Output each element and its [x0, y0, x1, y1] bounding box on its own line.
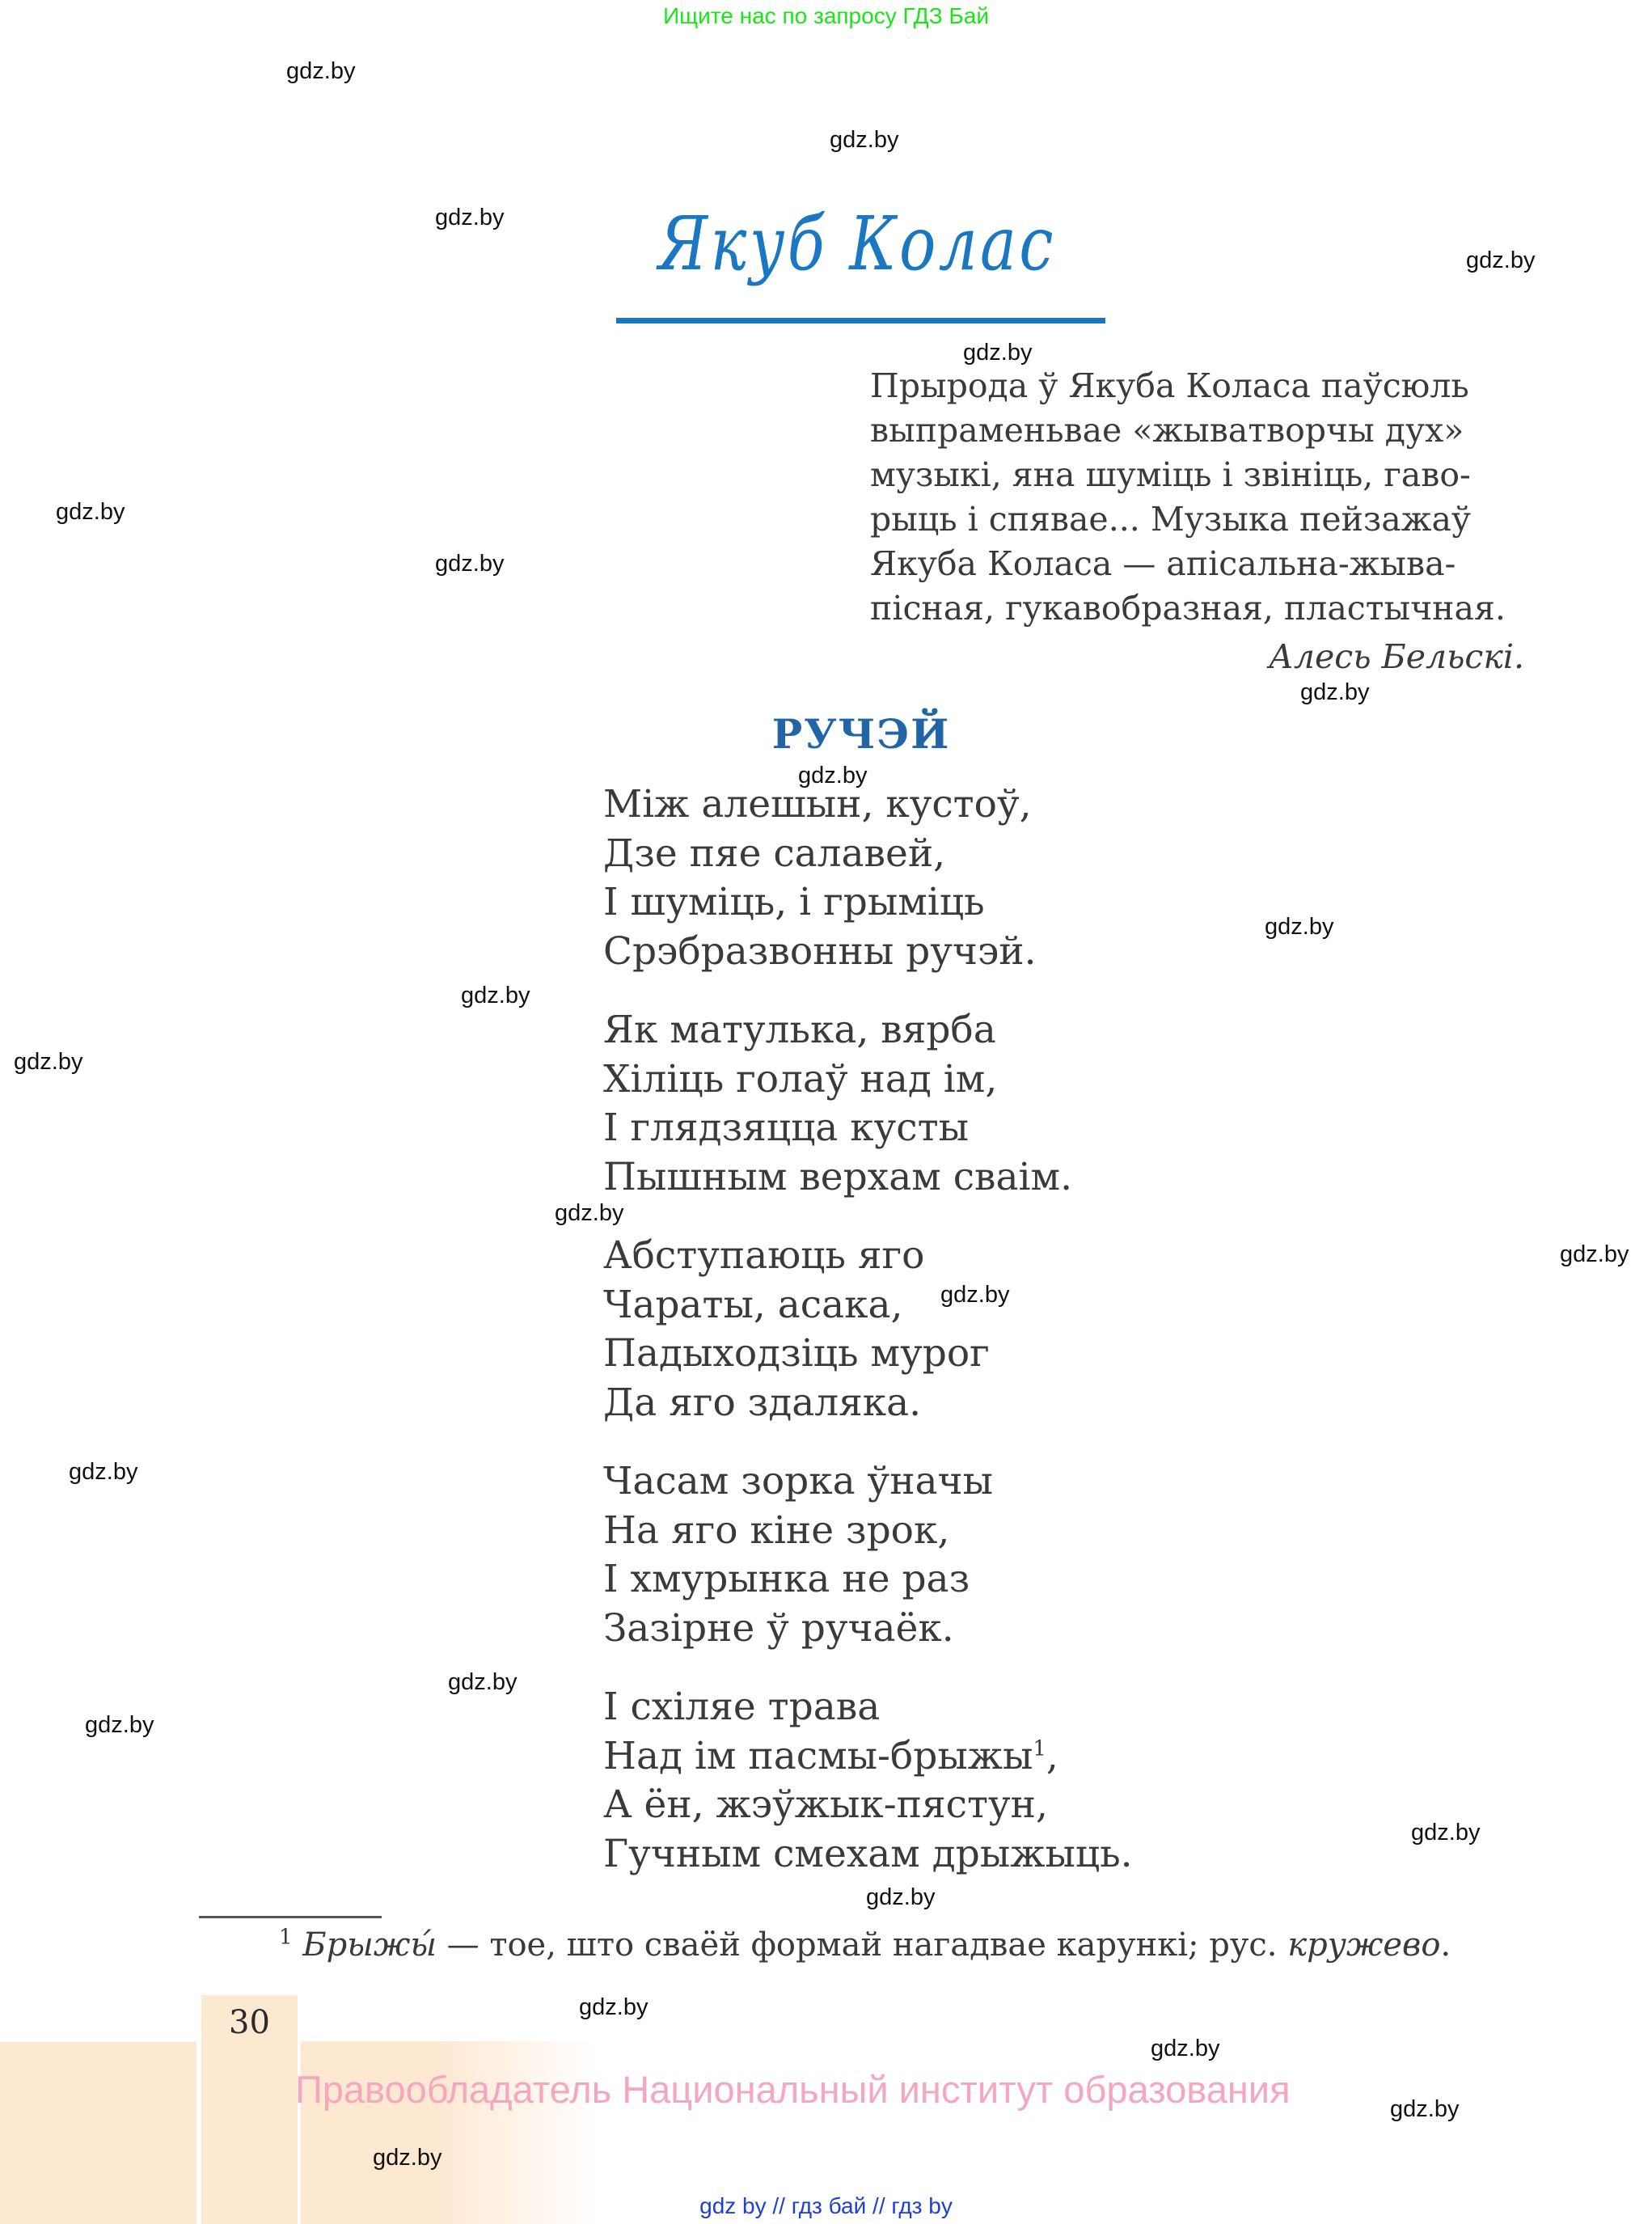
verse-punct: , — [1046, 1733, 1058, 1778]
verse-line: Гучным смехам дрыжыць. — [603, 1831, 1133, 1876]
search-banner: Ищите нас по запросу ГДЗ Бай — [662, 3, 990, 28]
verse-line-with-footnote — [603, 1732, 1133, 1782]
watermark: gdz.by — [1466, 247, 1536, 273]
stanza — [603, 1006, 1133, 1202]
verse-line: Як матулька, вярба — [603, 1008, 996, 1052]
watermark: gdz.by — [461, 983, 530, 1008]
watermark: gdz.by — [1265, 914, 1334, 940]
copyright-notice: Правообладатель Национальный институт образования — [295, 2068, 1291, 2111]
footnote-marker[interactable]: 1 — [1033, 1736, 1046, 1761]
footnote-translation: кружево — [1287, 1926, 1441, 1964]
verse-line: І шуміць, і грыміць — [603, 880, 985, 924]
watermark: gdz.by — [940, 1282, 1010, 1308]
footnote-end: . — [1440, 1926, 1451, 1964]
verse-line: Чараты, асака, — [603, 1282, 903, 1327]
verse-line: Срэбразвонны ручэй. — [603, 928, 1037, 974]
watermark: gdz.by — [85, 1712, 154, 1738]
footnote-text: — тое, што сваёй формай нагадвае карункі; рус. — [436, 1926, 1288, 1964]
verse-line: Дзе пяе салавей, — [603, 831, 946, 876]
verse-line: Часам зорка ўначы — [603, 1459, 994, 1503]
verse-line: Да яго здаляка. — [603, 1380, 922, 1425]
watermark: gdz.by — [963, 340, 1033, 366]
verse-line: На яго кіне зрок, — [603, 1507, 950, 1553]
poem-title: РУЧЭЙ — [771, 710, 951, 758]
watermark: gdz.by — [56, 499, 125, 525]
verse-line: І хмурынка не раз — [603, 1557, 970, 1601]
epigraph-attribution: Алесь Бельскі. — [1268, 637, 1524, 676]
watermark: gdz.by — [286, 58, 356, 84]
footnote-number: 1 — [279, 1925, 293, 1950]
poem-body — [603, 780, 1133, 1909]
epigraph-line: рыць і спявае... Музыка пейзажаў — [870, 500, 1472, 539]
watermark: gdz.by — [1300, 679, 1370, 705]
footnote-divider — [199, 1916, 382, 1918]
epigraph-line: выпраменьвае «жыватворчы дух» — [870, 411, 1464, 450]
epigraph-line: пісная, гукавобразная, пластычная. — [870, 589, 1506, 628]
footnote-term: Брыжы́ — [302, 1926, 437, 1964]
epigraph-line: музыкі, яна шуміць і звініць, гаво- — [870, 455, 1471, 494]
verse-text: Над ім пасмы-брыжы — [603, 1733, 1033, 1778]
watermark: gdz.by — [866, 1884, 936, 1910]
verse-line: І глядзяцца кусты — [603, 1106, 970, 1150]
watermark: gdz.by — [435, 205, 505, 230]
watermark: gdz.by — [579, 1994, 649, 2020]
title-underline — [616, 318, 1105, 323]
watermark: gdz.by — [798, 763, 868, 789]
watermark: gdz.by — [14, 1049, 83, 1075]
footnote — [279, 1926, 1451, 1964]
epigraph — [870, 364, 1525, 631]
watermark: gdz.by — [555, 1200, 624, 1226]
author-heading: Якуб Колас — [658, 201, 1056, 287]
watermark: gdz.by — [69, 1459, 138, 1485]
page-number: 30 — [229, 2004, 270, 2041]
watermark: gdz.by — [373, 2145, 442, 2171]
epigraph-line: Прырода ў Якуба Коласа паўсюль — [870, 366, 1469, 405]
verse-line: А ён, жэўжык-пястун, — [603, 1782, 1048, 1827]
watermark: gdz.by — [830, 127, 899, 153]
verse-line: Абступаюць яго — [603, 1233, 925, 1278]
verse-line: Падыходзіць мурог — [603, 1331, 990, 1376]
watermark: gdz.by — [448, 1669, 518, 1695]
watermark: gdz.by — [1390, 2096, 1460, 2122]
watermark: gdz.by — [1411, 1820, 1481, 1846]
epigraph-line: Якуба Коласа — апісальна-жыва- — [870, 544, 1456, 583]
stanza — [603, 1232, 1133, 1427]
stanza — [603, 780, 1133, 976]
stanza — [603, 1457, 1133, 1653]
verse-line: Пышным верхам сваім. — [603, 1154, 1073, 1199]
bottom-links[interactable]: gdz by // гдз бай // гдз by — [699, 2193, 953, 2218]
watermark: gdz.by — [1151, 2036, 1220, 2061]
verse-line: Хіліць голаў над ім, — [603, 1056, 998, 1101]
verse-line: І схіляе трава — [603, 1685, 881, 1729]
verse-line: Зазірне ў ручаёк. — [603, 1605, 954, 1651]
verse-line: Між алешын, кустоў, — [603, 782, 1032, 827]
watermark: gdz.by — [435, 551, 505, 577]
watermark: gdz.by — [1560, 1241, 1629, 1267]
stanza — [603, 1683, 1133, 1879]
